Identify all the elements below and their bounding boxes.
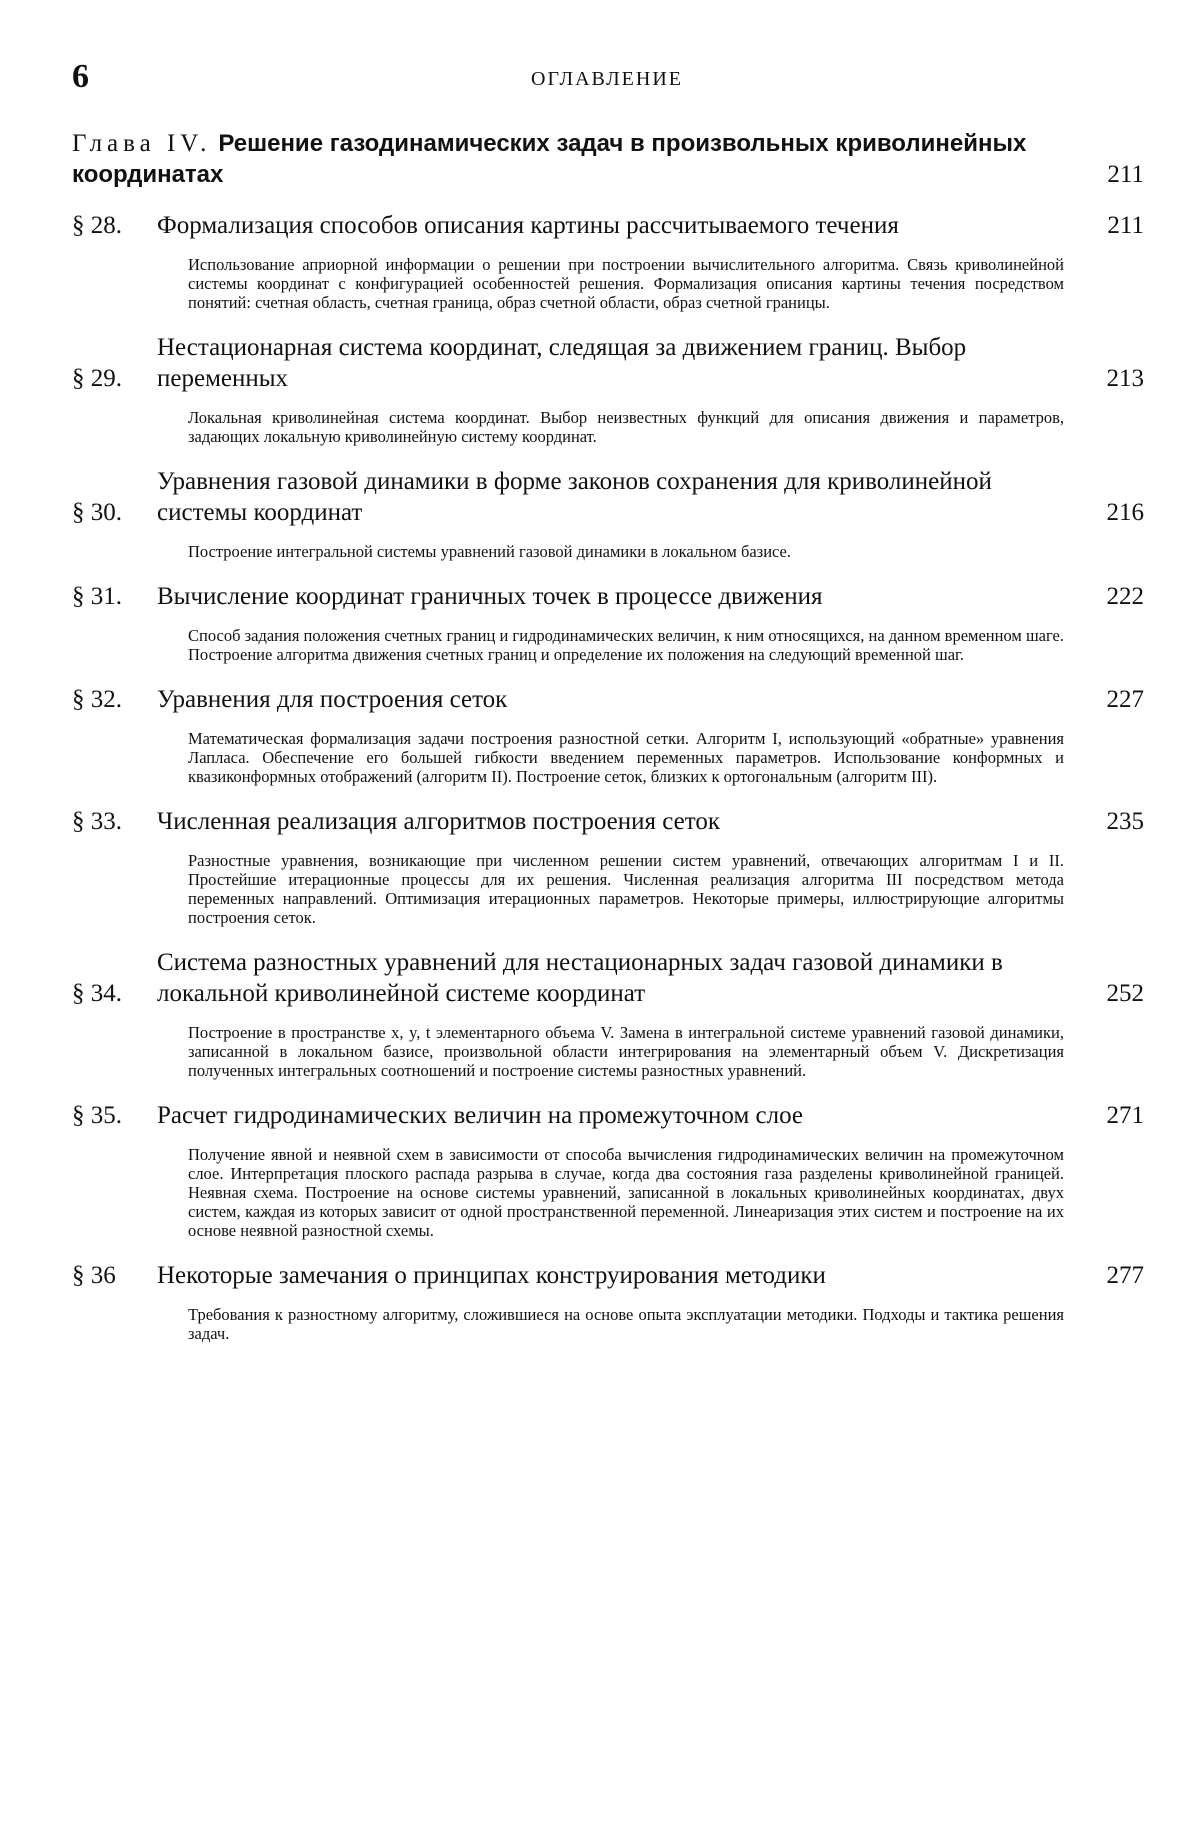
section-number: § 28. bbox=[72, 212, 122, 239]
section-abstract: Способ задания положения счетных границ и гидродинамических величин, к ним относящихся, на данном временном шаге. Построение алгоритма движения счетных границ и определение их положения на следующий временной шаг. bbox=[188, 626, 1064, 664]
section-number: § 36 bbox=[72, 1262, 116, 1289]
section-abstract: Требования к разностному алгоритму, сложившиеся на основе опыта эксплуатации методики. Подходы и тактика решения задач. bbox=[188, 1305, 1064, 1343]
section-abstract: Разностные уравнения, возникающие при численном решении систем уравнений, отвечающих алгоритмам I и II. Простейшие итерационные процессы для их решения. Численная реализация алгоритма III посредством метода переменных направлений. Оптимизация итерационных параметров. Некоторые примеры, иллюстрирующие алгоритмы построения сеток. bbox=[188, 851, 1064, 927]
section-page: 211 bbox=[1107, 212, 1144, 239]
toc-entry-34 bbox=[72, 947, 1144, 1080]
section-abstract: Построение интегральной системы уравнений газовой динамики в локальном базисе. bbox=[188, 542, 791, 561]
toc-entry-28 bbox=[72, 210, 1144, 312]
toc-entry-31 bbox=[72, 581, 1144, 664]
toc-entry-35 bbox=[72, 1100, 1144, 1240]
section-title-line bbox=[157, 684, 1096, 715]
section-number: § 35. bbox=[72, 1102, 122, 1129]
section-page: 213 bbox=[1106, 365, 1144, 392]
section-abstract: Использование априорной информации о решении при построении вычислительного алгоритма. Связь криволинейной системы координат с конфигурацией особенностей решения. Формализация описания картины течения посредством понятий: счетная область, счетная граница, образ счетной области, образ счетной границы. bbox=[188, 255, 1064, 312]
section-title: Нестационарная система координат, следящая за движением границ. Выбор переменных bbox=[157, 334, 967, 392]
table-of-contents bbox=[72, 128, 1144, 1363]
section-title-line bbox=[157, 947, 1096, 1009]
section-title: Численная реализация алгоритмов построения сеток bbox=[157, 808, 726, 835]
section-title: Формализация способов описания картины рассчитываемого течения bbox=[157, 212, 905, 239]
section-page: 222 bbox=[1106, 583, 1144, 610]
section-title-line bbox=[157, 1100, 1096, 1131]
toc-entry-heading bbox=[72, 210, 1144, 241]
chapter-prefix: Глава IV. bbox=[72, 130, 212, 157]
chapter-page: 211 bbox=[1107, 161, 1144, 188]
section-number: § 29. bbox=[72, 365, 122, 392]
section-page: 216 bbox=[1106, 499, 1144, 526]
section-title-line bbox=[157, 466, 1096, 528]
section-title-line bbox=[157, 581, 1096, 612]
section-number: § 32. bbox=[72, 686, 122, 713]
toc-entry-heading bbox=[72, 581, 1144, 612]
toc-entry-heading bbox=[72, 332, 1144, 394]
section-abstract: Получение явной и неявной схем в зависимости от способа вычисления гидродинамических величин на промежуточном слое. Интерпретация плоского распада разрыва в случае, когда два состояния газа разделены криволинейной границей. Неявная схема. Построение на основе системы уравнений, записанной в локальных криволинейных координатах, двух систем, каждая из которых зависит от одной пространственной переменной. Линеаризация этих систем и построение на их основе неявной разностной схемы. bbox=[188, 1145, 1064, 1240]
section-number: § 31. bbox=[72, 583, 122, 610]
toc-entry-29 bbox=[72, 332, 1144, 446]
section-title: Вычисление координат граничных точек в процессе движения bbox=[157, 583, 829, 610]
section-title: Уравнения газовой динамики в форме законов сохранения для криволинейной системы координат bbox=[157, 468, 992, 526]
page-number: 6 bbox=[72, 58, 89, 95]
section-title-line bbox=[157, 210, 1096, 241]
section-number: § 30. bbox=[72, 499, 122, 526]
toc-entry-heading bbox=[72, 466, 1144, 528]
running-title: ОГЛАВЛЕНИЕ bbox=[531, 68, 683, 90]
section-title: Уравнения для построения сеток bbox=[157, 686, 513, 713]
section-title: Расчет гидродинамических величин на промежуточном слое bbox=[157, 1102, 809, 1129]
chapter-entry bbox=[72, 128, 1144, 190]
section-abstract: Локальная криволинейная система координат. Выбор неизвестных функций для описания движения и параметров, задающих локальную криволинейную систему координат. bbox=[188, 408, 1064, 446]
section-page: 235 bbox=[1106, 808, 1144, 835]
section-number: § 34. bbox=[72, 980, 122, 1007]
section-number: § 33. bbox=[72, 808, 122, 835]
chapter-heading bbox=[72, 128, 1144, 190]
section-abstract: Математическая формализация задачи построения разностной сетки. Алгоритм I, использующий «обратные» уравнения Лапласа. Обеспечение его большей гибкости введением переменных параметров. Использование конформных и квазиконформных отображений (алгоритм II). Построение сеток, близких к ортогональным (алгоритм III). bbox=[188, 729, 1064, 786]
section-title-line bbox=[157, 806, 1096, 837]
chapter-title-line bbox=[72, 128, 1096, 190]
toc-entry-30 bbox=[72, 466, 1144, 561]
section-abstract: Построение в пространстве x, y, t элементарного объема V. Замена в интегральной системе уравнений газовой динамики, записанной в локальном базисе, произвольной области интегрирования на элементарный объем V. Дискретизация полученных интегральных соотношений и построение системы разностных уравнений. bbox=[188, 1023, 1064, 1080]
section-title-line bbox=[157, 332, 1096, 394]
toc-entry-heading bbox=[72, 806, 1144, 837]
page-header bbox=[72, 58, 1142, 98]
toc-entry-33 bbox=[72, 806, 1144, 927]
toc-entry-heading bbox=[72, 1260, 1144, 1291]
section-title: Система разностных уравнений для нестационарных задач газовой динамики в локальной криволинейной системе координат bbox=[157, 949, 1003, 1007]
section-title-line bbox=[157, 1260, 1096, 1291]
chapter-title: Решение газодинамических задач в произвольных криволинейных координатах bbox=[72, 130, 1027, 188]
toc-entry-32 bbox=[72, 684, 1144, 786]
section-page: 252 bbox=[1106, 980, 1144, 1007]
section-title: Некоторые замечания о принципах конструирования методики bbox=[157, 1262, 832, 1289]
toc-entry-heading bbox=[72, 947, 1144, 1009]
section-page: 277 bbox=[1106, 1262, 1144, 1289]
section-page: 271 bbox=[1106, 1102, 1144, 1129]
toc-entry-36 bbox=[72, 1260, 1144, 1343]
toc-entry-heading bbox=[72, 684, 1144, 715]
toc-entry-heading bbox=[72, 1100, 1144, 1131]
section-page: 227 bbox=[1106, 686, 1144, 713]
